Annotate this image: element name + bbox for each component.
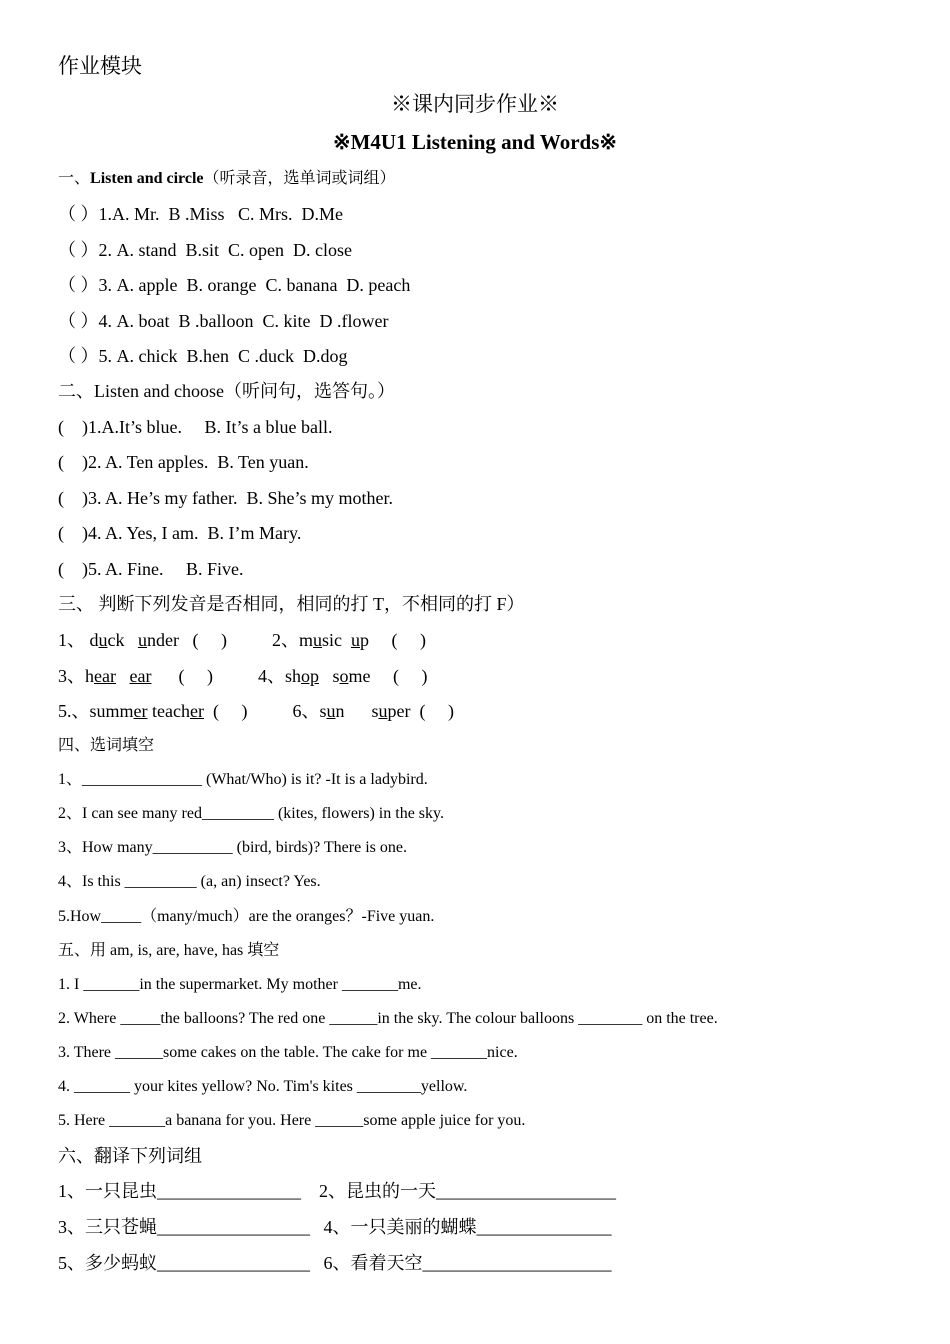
s3-underlined: op (300, 666, 319, 686)
s2-item: ( )5. A. Fine. B. Five. (58, 559, 244, 579)
s1-item: （ ）2. A. stand B.sit C. open D. close (58, 240, 352, 260)
s4-item: 5.How_____（many/much）are the oranges？-Five yuan. (58, 908, 435, 925)
s3-num: 5.、 (58, 701, 90, 721)
s5-item: 1. I _______in the supermarket. My mother _______me. (58, 976, 422, 993)
s3-row (58, 667, 428, 685)
s3-word-part: nder (147, 630, 179, 650)
s2-item: ( )3. A. He’s my father. B. She’s my mother. (58, 488, 393, 508)
s3-underlined: u (378, 701, 388, 721)
s3-space (344, 701, 371, 721)
section-1-title: Listen and circle (90, 170, 204, 187)
s3-underlined: o (339, 666, 349, 686)
module-label: 作业模块 (58, 54, 142, 78)
s3-word-part: per (387, 701, 411, 721)
page-subtitle: ※M4U1 Listening and Words※ (333, 130, 617, 154)
s1-item: （ ）5. A. chick B.hen C .duck D.dog (58, 346, 348, 366)
s5-item: 4. _______ your kites yellow? No. Tim's kites ________yellow. (58, 1078, 468, 1095)
s3-space (247, 701, 292, 721)
s3-underlined: u (351, 630, 360, 650)
s4-item: 3、How many__________ (bird, birds)? There is one. (58, 839, 407, 856)
s3-word-part: sic (322, 630, 342, 650)
s3-underlined: u (138, 630, 147, 650)
s3-underlined: u (313, 630, 322, 650)
s3-row (58, 631, 426, 649)
s4-item: 4、Is this _________ (a, an) insect? Yes. (58, 873, 321, 890)
s5-item: 3. There ______some cakes on the table. The cake for me _______nice. (58, 1044, 518, 1061)
s6-item: 1、一只昆虫________________ 2、昆虫的一天____________________ (58, 1181, 616, 1201)
s3-blank: ( ) (203, 701, 248, 721)
s3-num: 3、 (58, 666, 85, 686)
s3-blank: ( ) (178, 630, 227, 650)
s3-word-part: s (332, 666, 340, 686)
s2-item: ( )2. A. Ten apples. B. Ten yuan. (58, 452, 309, 472)
s3-word-part: h (85, 666, 94, 686)
s3-underlined: ear (94, 666, 116, 686)
section-2-heading: 二、Listen and choose（听问句，选答句。） (58, 381, 395, 401)
s3-num: 6、 (292, 701, 320, 721)
s5-item: 5. Here _______a banana for you. Here ______some apple juice for you. (58, 1112, 526, 1129)
s3-blank: ( ) (369, 630, 426, 650)
s6-item: 5、多少蚂蚁_________________ 6、看着天空_____________________ (58, 1253, 612, 1273)
s3-num: 2、 (271, 630, 299, 650)
s3-blank: ( ) (151, 666, 213, 686)
s3-word-part: sh (284, 666, 301, 686)
s1-item: （ ）3. A. apple B. orange C. banana D. peach (58, 275, 411, 295)
s3-row (58, 702, 454, 720)
s3-underlined: u (326, 701, 336, 721)
section-1-prefix: 一、 (58, 170, 91, 187)
s4-item: 2、I can see many red_________ (kites, flowers) in the sky. (58, 805, 444, 822)
s3-space (125, 630, 139, 650)
s3-underlined: er (133, 701, 148, 721)
page-title: ※课内同步作业※ (391, 92, 559, 116)
section-1-note: （听录音，选单词或词组） (203, 170, 396, 187)
s3-word-part: s (319, 701, 327, 721)
s3-underlined: ear (129, 666, 152, 686)
s3-word-part: summ (89, 701, 134, 721)
s3-word-part: m (298, 630, 313, 650)
s3-blank: ( ) (370, 666, 428, 686)
s3-word-part: d (89, 630, 99, 650)
s3-word-part: me (348, 666, 371, 686)
s3-space (213, 666, 258, 686)
section-6-heading: 六、翻译下列词组 (58, 1146, 202, 1166)
s3-num: 4、 (257, 666, 285, 686)
s1-item: （ ）4. A. boat B .balloon C. kite D .flower (58, 311, 389, 331)
s3-num: 1、 (58, 630, 90, 650)
s1-item: （ ）1.A. Mr. B .Miss C. Mrs. D.Me (58, 204, 344, 224)
s3-underlined: er (189, 701, 204, 721)
s3-blank: ( ) (410, 701, 454, 721)
section-3-heading: 三、 判断下列发音是否相同，相同的打 T，不相同的打 F） (58, 594, 525, 614)
section-4-heading: 四、选词填空 (58, 737, 155, 754)
section-1-heading (58, 171, 396, 187)
s3-underlined: u (98, 630, 108, 650)
s2-item: ( )4. A. Yes, I am. B. I’m Mary. (58, 523, 302, 543)
s3-word-part: p (360, 630, 369, 650)
s3-space (342, 630, 351, 650)
s3-word-part: n (335, 701, 345, 721)
section-5-heading: 五、用 am, is, are, have, has 填空 (58, 942, 280, 959)
s3-space (227, 630, 272, 650)
s2-item: ( )1.A.It’s blue. B. It’s a blue ball. (58, 417, 333, 437)
s5-item: 2. Where _____the balloons? The red one ______in the sky. The colour balloons ________ on the tree. (58, 1010, 718, 1027)
s3-word-part: s (371, 701, 379, 721)
s3-space (319, 666, 333, 686)
s3-word-part: ck (107, 630, 125, 650)
s6-item: 3、三只苍蝇_________________ 4、一只美丽的蝴蝶_______________ (58, 1217, 612, 1237)
s3-word-part: teach (152, 701, 190, 721)
s4-item: 1、_______________ (What/Who) is it? -It is a ladybird. (58, 771, 428, 788)
s3-space (116, 666, 130, 686)
